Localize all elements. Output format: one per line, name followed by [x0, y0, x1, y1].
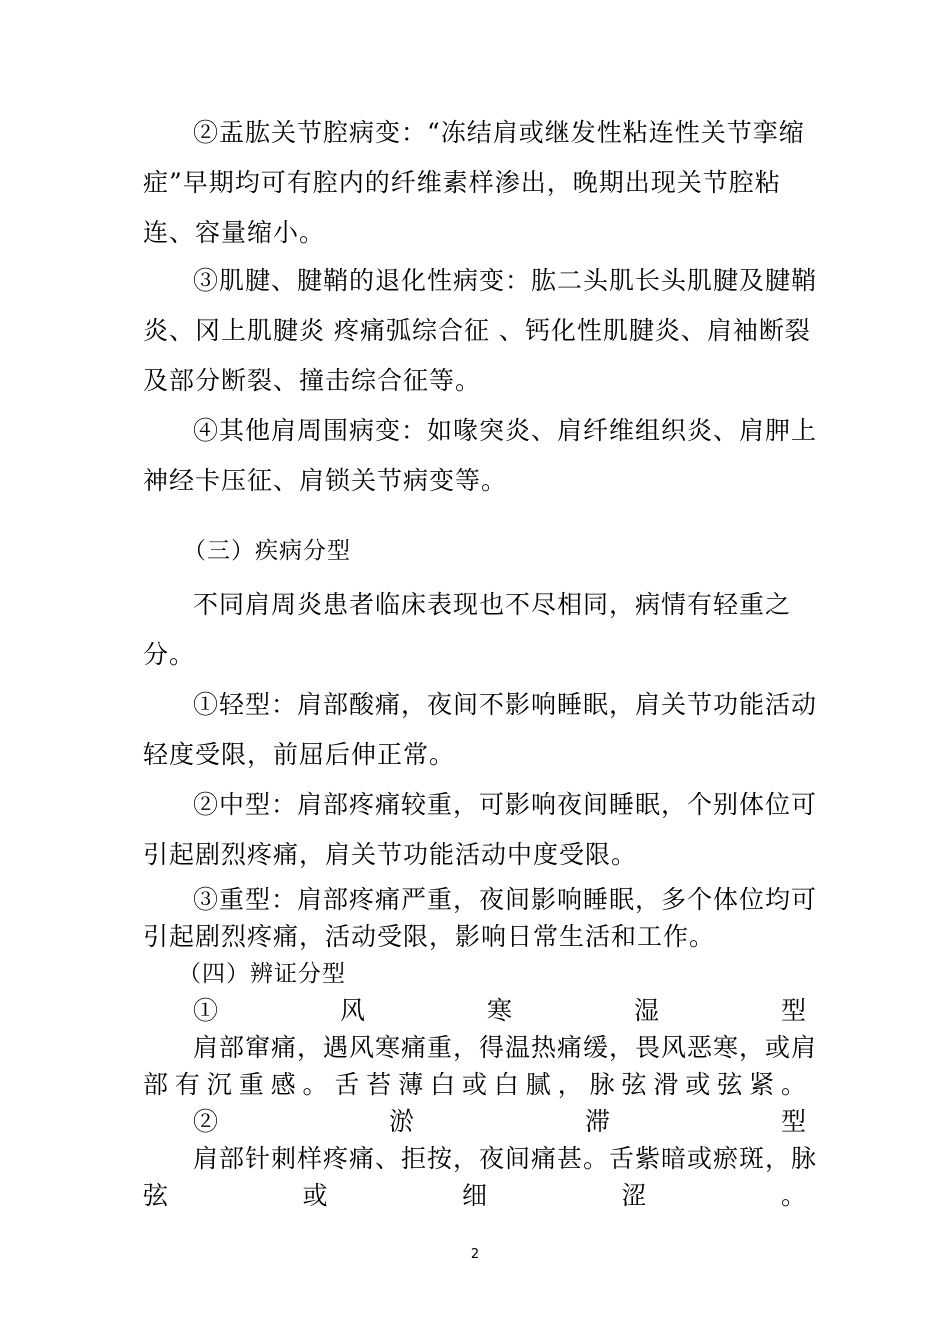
paragraph-line: 弦 或 细 涩 。: [143, 1181, 807, 1210]
paragraph-line: 肩部针刺样疼痛、拒按，夜间痛甚。舌紫暗或瘀斑，脉: [193, 1144, 818, 1173]
paragraph-line: 炎、冈上肌腱炎 疼痛弧综合征 、钙化性肌腱炎、肩袖断裂: [143, 316, 811, 345]
subheading-line: ① 风 寒 湿 型: [193, 996, 807, 1025]
paragraph-line: 引起剧烈疼痛，肩关节功能活动中度受限。: [143, 840, 638, 869]
paragraph-line: 肩部窜痛，遇风寒痛重，得温热痛缓，畏风恶寒，或肩: [193, 1033, 818, 1062]
paragraph-line: ③肌腱、腱鞘的退化性病变：肱二头肌长头肌腱及腱鞘: [193, 266, 818, 295]
paragraph-line: 引起剧烈疼痛，活动受限，影响日常生活和工作。: [143, 922, 716, 951]
paragraph-line: ③重型：肩部疼痛严重，夜间影响睡眠，多个体位均可: [193, 885, 818, 914]
paragraph-line: 症”早期均可有腔内的纤维素样渗出，晚期出现关节腔粘: [143, 168, 781, 197]
paragraph-line: 及部分断裂、撞击综合征等。: [143, 366, 482, 395]
paragraph-line: 不同肩周炎患者临床表现也不尽相同，病情有轻重之: [193, 590, 792, 619]
section-heading: （三）疾病分型: [183, 538, 351, 564]
paragraph-line: 部有沉重感。舌苔薄白或白腻，脉弦滑或弦紧。: [143, 1070, 807, 1099]
paragraph-line: 连、容量缩小。: [143, 218, 326, 247]
paragraph-line: ①轻型：肩部酸痛，夜间不影响睡眠，肩关节功能活动: [193, 690, 818, 719]
paragraph-line: 轻度受限，前屈后伸正常。: [143, 740, 456, 769]
paragraph-line: 分。: [143, 640, 196, 669]
paragraph-line: ④其他肩周围病变：如喙突炎、肩纤维组织炎、肩胛上: [193, 416, 818, 445]
subheading-line: ② 淤 滞 型: [193, 1107, 807, 1136]
paragraph-line: 神经卡压征、肩锁关节病变等。: [143, 466, 508, 495]
paragraph-line: ②盂肱关节腔病变：“冻结肩或继发性粘连性关节挛缩: [193, 118, 805, 147]
section-heading: （四）辨证分型: [178, 961, 346, 987]
page-number: 2: [470, 1247, 480, 1262]
paragraph-line: ②中型：肩部疼痛较重，可影响夜间睡眠，个别体位可: [193, 790, 818, 819]
